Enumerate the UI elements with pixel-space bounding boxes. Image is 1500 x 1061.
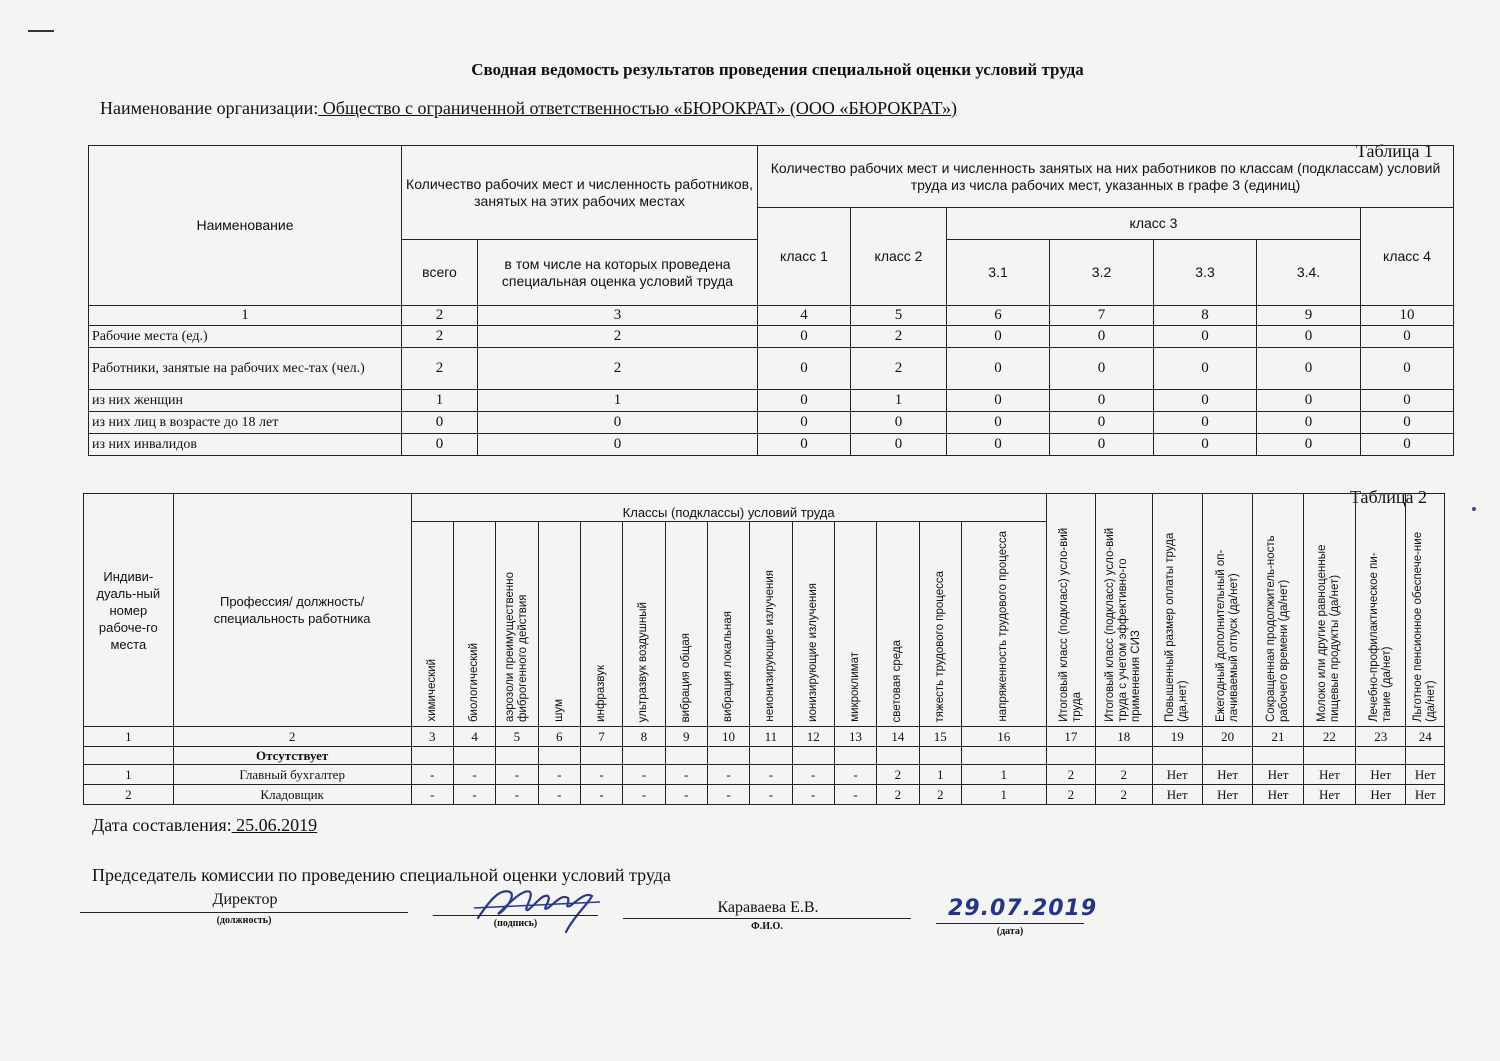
cell: 0: [1361, 348, 1454, 390]
header-reduced-hours: Сокращенная продолжитель-ность рабочего времени (да/нет): [1253, 494, 1303, 727]
fio-caption: Ф.И.О.: [751, 921, 783, 932]
cell: 1: [478, 390, 758, 412]
date-caption: (дата): [996, 926, 1024, 937]
signature-caption: (подпись): [493, 918, 538, 929]
header-class2: класс 2: [851, 208, 947, 306]
cell: 0: [1050, 348, 1154, 390]
cell: -: [750, 785, 792, 805]
cell: 0: [758, 348, 851, 390]
cell: 2: [478, 348, 758, 390]
table-row: [89, 348, 1454, 390]
header-final-class: Итоговый класс (подкласс) усло-вий труда: [1046, 494, 1095, 727]
cell: 2: [1096, 785, 1152, 805]
column-numbers-row: [89, 306, 1454, 326]
col-number: 10: [707, 727, 749, 747]
col-number: 19: [1152, 727, 1202, 747]
table2-label: Таблица 2: [1350, 487, 1427, 507]
col-number: 21: [1253, 727, 1303, 747]
cell: 2: [877, 765, 919, 785]
assessment-table: [83, 493, 1445, 805]
col-number: 1: [89, 306, 402, 326]
header-nonionizing: неионизирующие излучения: [750, 522, 792, 727]
page-title: Сводная ведомость результатов проведения специальной оценки условий труда: [471, 60, 1084, 79]
cell: 0: [758, 390, 851, 412]
col-number: 7: [580, 727, 622, 747]
cell: -: [538, 785, 580, 805]
cell: Нет: [1303, 765, 1355, 785]
col-number: 5: [496, 727, 538, 747]
signed-date: 29.07.2019: [948, 896, 1098, 921]
header-labor-severity: тяжесть трудового процесса: [919, 522, 961, 727]
cell: -: [834, 765, 876, 785]
table-row: [84, 747, 1445, 765]
cell: 0: [1257, 390, 1361, 412]
table-row: [84, 765, 1445, 785]
cell: 2: [478, 326, 758, 348]
organization-label: Наименование организации:: [100, 98, 319, 118]
cell: 0: [758, 412, 851, 434]
header-vibration-general: вибрация общая: [665, 522, 707, 727]
col-number: 3: [411, 727, 453, 747]
cell: 1: [961, 765, 1046, 785]
cell: 0: [947, 412, 1050, 434]
header-milk: Молоко или другие равноценные пищевые продукты (да/нет): [1303, 494, 1355, 727]
cell: 0: [1154, 434, 1257, 456]
col-number: 6: [538, 727, 580, 747]
cell: Нет: [1152, 785, 1202, 805]
cell: 1: [402, 390, 478, 412]
chairman-line: Председатель комиссии по проведению специальной оценки условий труда: [92, 865, 671, 885]
header-extra-leave: Ежегодный дополнительный оп-лачиваемый отпуск (да/нет): [1202, 494, 1252, 727]
position-value: Директор: [212, 891, 278, 908]
cell: 0: [851, 434, 947, 456]
cell: 0: [947, 434, 1050, 456]
cell: 0: [1361, 326, 1454, 348]
cell: 2: [851, 326, 947, 348]
cell: -: [580, 785, 622, 805]
cell: -: [496, 785, 538, 805]
profession: Кладовщик: [173, 785, 411, 805]
row-label: из них лиц в возрасте до 18 лет: [89, 412, 402, 434]
cell: 0: [1361, 434, 1454, 456]
header-aerosols: аэрозоли преимущественно фиброгенного действия: [496, 522, 538, 727]
cell: -: [496, 765, 538, 785]
header-microclimate: микроклимат: [834, 522, 876, 727]
cell: Нет: [1202, 785, 1252, 805]
header-3-1: 3.1: [947, 240, 1050, 306]
position-caption: (должность): [216, 915, 272, 926]
cell: -: [411, 785, 453, 805]
cell: 0: [758, 326, 851, 348]
compilation-date: [92, 815, 317, 836]
signature-line: [433, 915, 598, 916]
workplace-id: 1: [84, 765, 174, 785]
cell: 0: [1154, 390, 1257, 412]
column-numbers-row: [84, 727, 1445, 747]
header-biological: биологический: [453, 522, 495, 727]
cell: 0: [1154, 348, 1257, 390]
cell: Нет: [1253, 785, 1303, 805]
col-number: 17: [1046, 727, 1095, 747]
header-labor-intensity: напряженность трудового процесса: [961, 522, 1046, 727]
cell: 0: [1257, 434, 1361, 456]
cell: Нет: [1406, 785, 1445, 805]
position-line: [80, 912, 408, 913]
cell: -: [792, 765, 834, 785]
col-number: 2: [173, 727, 411, 747]
cell: 0: [402, 434, 478, 456]
col-number: 2: [402, 306, 478, 326]
cell: 2: [851, 348, 947, 390]
col-number: 9: [665, 727, 707, 747]
cell: 0: [402, 412, 478, 434]
organization-line: [100, 98, 957, 119]
header-assessed: в том числе на которых проведена специальная оценка условий труда: [478, 240, 758, 306]
profession: Главный бухгалтер: [173, 765, 411, 785]
row-label: из них инвалидов: [89, 434, 402, 456]
cell: -: [665, 765, 707, 785]
cell: 0: [1257, 348, 1361, 390]
header-ultrasound: ультразвук воздушный: [623, 522, 665, 727]
table-row: [89, 390, 1454, 412]
table-row: [89, 326, 1454, 348]
col-number: 23: [1356, 727, 1406, 747]
cell: Нет: [1406, 765, 1445, 785]
col-number: 18: [1096, 727, 1152, 747]
cell: -: [411, 765, 453, 785]
cell: 1: [851, 390, 947, 412]
cell: Нет: [1202, 765, 1252, 785]
cell: 0: [478, 412, 758, 434]
header-profession: Профессия/ должность/ специальность работника: [173, 494, 411, 727]
cell: 0: [758, 434, 851, 456]
cell: Нет: [1303, 785, 1355, 805]
col-number: 11: [750, 727, 792, 747]
cell: -: [580, 765, 622, 785]
cell: 2: [1046, 765, 1095, 785]
cell: 0: [1361, 390, 1454, 412]
header-class1: класс 1: [758, 208, 851, 306]
header-chemical: химический: [411, 522, 453, 727]
header-class3: класс 3: [947, 208, 1361, 240]
date-label: Дата составления:: [92, 815, 232, 835]
col-number: 8: [1154, 306, 1257, 326]
header-workplace-id: Индиви-дуаль-ный номер рабоче-го места: [84, 494, 174, 727]
cell: Нет: [1152, 765, 1202, 785]
row-label: Рабочие места (ед.): [89, 326, 402, 348]
absent-label: Отсутствует: [173, 747, 411, 765]
cell: -: [750, 765, 792, 785]
row-label: Работники, занятые на рабочих мес-тах (чел.): [89, 348, 402, 390]
scan-mark: [28, 30, 54, 32]
cell: 1: [961, 785, 1046, 805]
header-3-3: 3.3: [1154, 240, 1257, 306]
cell: 0: [478, 434, 758, 456]
cell: 0: [947, 326, 1050, 348]
cell: 1: [919, 765, 961, 785]
header-noise: шум: [538, 522, 580, 727]
col-number: 14: [877, 727, 919, 747]
cell: -: [707, 785, 749, 805]
col-number: 7: [1050, 306, 1154, 326]
header-3-2: 3.2: [1050, 240, 1154, 306]
cell: -: [665, 785, 707, 805]
cell: 0: [1050, 412, 1154, 434]
cell: 0: [1154, 326, 1257, 348]
col-number: 8: [623, 727, 665, 747]
cell: -: [834, 785, 876, 805]
cell: 0: [1257, 412, 1361, 434]
header-quantity: Количество рабочих мест и численность работников, занятых на этих рабочих местах: [402, 146, 758, 240]
cell: -: [623, 765, 665, 785]
cell: 2: [402, 326, 478, 348]
fio-line: [623, 918, 911, 919]
date-value: 25.06.2019: [231, 815, 318, 835]
header-infrasound: инфразвук: [580, 522, 622, 727]
cell: 0: [1050, 434, 1154, 456]
cell: 0: [1361, 412, 1454, 434]
cell: -: [623, 785, 665, 805]
cell: 2: [877, 785, 919, 805]
workplace-id: 2: [84, 785, 174, 805]
cell: 0: [1050, 390, 1154, 412]
table1-label: Таблица 1: [1356, 141, 1433, 161]
row-label: из них женщин: [89, 390, 402, 412]
col-number: 9: [1257, 306, 1361, 326]
header-classes: Количество рабочих мест и численность занятых на них работников по классам (подклассам) условий труда из числа рабочих мест, указанных в графе 3 (единиц): [758, 146, 1454, 208]
cell: -: [453, 785, 495, 805]
header-pension: Льготное пенсионное обеспече-ние (да/нет): [1406, 494, 1445, 727]
header-vibration-local: вибрация локальная: [707, 522, 749, 727]
cell: 0: [1257, 326, 1361, 348]
signature-mark: [470, 878, 610, 940]
col-number: 4: [453, 727, 495, 747]
col-number: 3: [478, 306, 758, 326]
header-ionizing: ионизирующие излучения: [792, 522, 834, 727]
cell: -: [707, 765, 749, 785]
summary-table: [88, 145, 1454, 456]
cell: Нет: [1356, 785, 1406, 805]
cell: 2: [919, 785, 961, 805]
cell: 0: [851, 412, 947, 434]
scan-dot: [1472, 507, 1476, 511]
col-number: 13: [834, 727, 876, 747]
table-row: [89, 412, 1454, 434]
col-number: 24: [1406, 727, 1445, 747]
cell: 0: [1154, 412, 1257, 434]
col-number: 20: [1202, 727, 1252, 747]
cell: -: [538, 765, 580, 785]
table-row: [84, 785, 1445, 805]
header-therapeutic-food: Лечебно-профилактическое пи-тание (да/нет): [1356, 494, 1406, 727]
col-number: 16: [961, 727, 1046, 747]
cell: -: [792, 785, 834, 805]
cell: 0: [1050, 326, 1154, 348]
date-line: [936, 923, 1084, 924]
col-number: 10: [1361, 306, 1454, 326]
header-3-4: 3.4.: [1257, 240, 1361, 306]
header-final-class-siz: Итоговый класс (подкласс) усло-вий труда с учетом эффективно-го применения СИЗ: [1096, 494, 1152, 727]
header-lighting: световая среда: [877, 522, 919, 727]
col-number: 6: [947, 306, 1050, 326]
header-class4: класс 4: [1361, 208, 1454, 306]
col-number: 1: [84, 727, 174, 747]
cell: Нет: [1253, 765, 1303, 785]
cell: -: [453, 765, 495, 785]
cell: 0: [947, 390, 1050, 412]
header-classes: Классы (подклассы) условий труда: [411, 494, 1046, 522]
col-number: 12: [792, 727, 834, 747]
cell: 2: [402, 348, 478, 390]
table-row: [89, 434, 1454, 456]
header-total: всего: [402, 240, 478, 306]
cell: 2: [1046, 785, 1095, 805]
header-name: Наименование: [89, 146, 402, 306]
fio-value: Караваева Е.В.: [717, 899, 819, 916]
cell: 0: [947, 348, 1050, 390]
col-number: 15: [919, 727, 961, 747]
organization-name: Общество с ограниченной ответственностью «БЮРОКРАТ» (ООО «БЮРОКРАТ»): [318, 98, 958, 118]
cell: Нет: [1356, 765, 1406, 785]
cell: 2: [1096, 765, 1152, 785]
header-increased-pay: Повышенный размер оплаты труда (да,нет): [1152, 494, 1202, 727]
col-number: 4: [758, 306, 851, 326]
col-number: 22: [1303, 727, 1355, 747]
col-number: 5: [851, 306, 947, 326]
